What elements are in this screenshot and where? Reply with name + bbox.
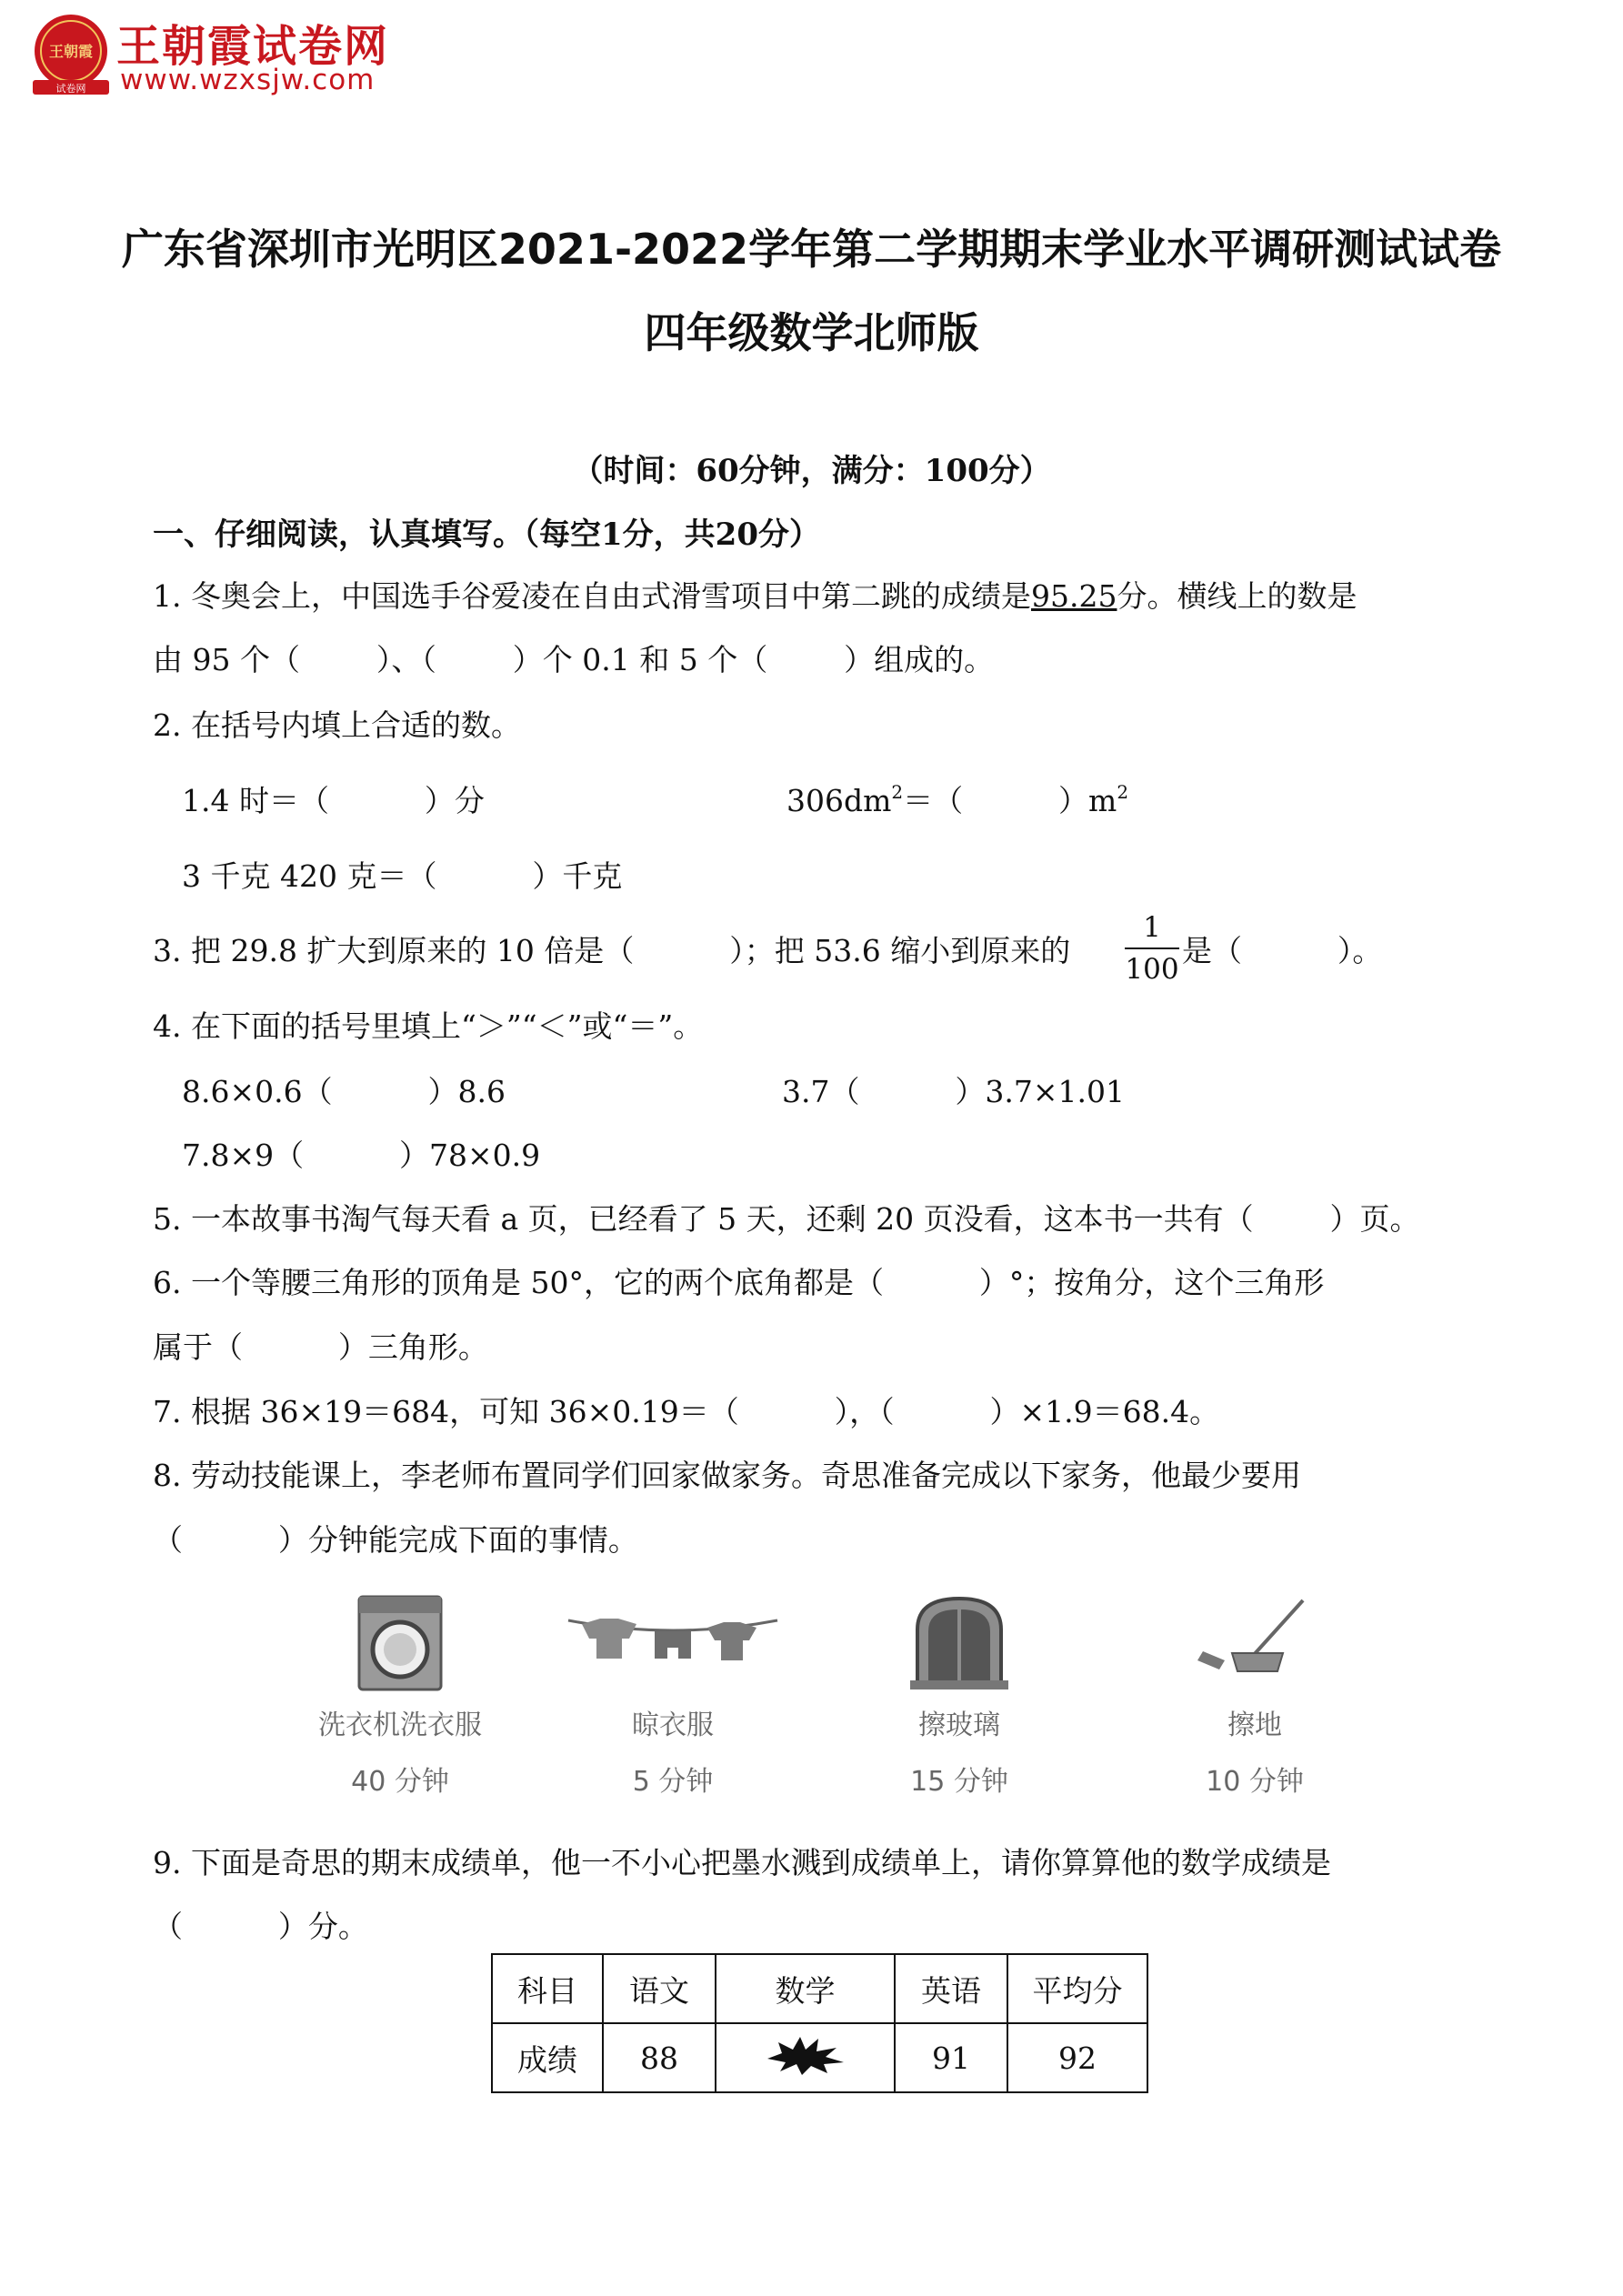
chore-time: 10 分钟 (1206, 1766, 1304, 1798)
grade-chinese: 88 (603, 2023, 716, 2092)
mop-icon (1196, 1593, 1314, 1693)
page-subtitle: 四年级数学北师版 (644, 308, 979, 357)
chore-name: 擦地 (1227, 1709, 1282, 1741)
question-6-b: 属于（ ）三角形。 (153, 1329, 488, 1365)
header-cell: 英语 (895, 1954, 1007, 2023)
q1-text-a: 1. 冬奥会上，中国选手谷爱凌在自由式滑雪项目中第二跳的成绩是 (153, 578, 1031, 614)
question-2-stem: 2. 在括号内填上合适的数。 (153, 707, 521, 743)
table-row (492, 2023, 1147, 2092)
q2-b-text2: ＝（ ）m (903, 783, 1117, 818)
question-7: 7. 根据 36×19＝684，可知 36×0.19＝（ ），（ ）×1.9＝68.4。 (153, 1394, 1220, 1429)
header-cell: 平均分 (1007, 1954, 1147, 2023)
question-3-b: 是（ ）。 (1182, 933, 1383, 968)
question-2-c: 3 千克 420 克＝（ ）千克 (182, 858, 623, 894)
question-4-a: 8.6×0.6（ ）8.6 (182, 1074, 506, 1109)
question-1-line-1 (153, 573, 1357, 616)
question-4-c: 7.8×9（ ）78×0.9 (182, 1138, 541, 1173)
question-3-a: 3. 把 29.8 扩大到原来的 10 倍是（ ）；把 53.6 缩小到原来的 (153, 933, 1071, 968)
site-url[interactable]: www.wzxsjw.com (120, 64, 376, 96)
brand-name: 王朝霞试卷网 (116, 21, 390, 72)
exam-info: （时间：60分钟，满分：100分） (572, 453, 1051, 489)
svg-text:王朝霞: 王朝霞 (48, 43, 94, 60)
table-header-row (492, 1954, 1147, 2023)
question-4-b: 3.7（ ）3.7×1.01 (782, 1074, 1125, 1109)
question-2-a: 1.4 时＝（ ）分 (182, 783, 485, 818)
clothesline-icon (564, 1593, 782, 1693)
grade-average: 92 (1007, 2023, 1147, 2092)
fraction-denominator: 100 (1125, 953, 1179, 986)
page-title: 广东省深圳市光明区2021-2022学年第二学期期末学业水平调研测试试卷 (121, 225, 1502, 274)
chore-time: 15 分钟 (910, 1766, 1008, 1798)
row-label: 成绩 (492, 2023, 603, 2092)
washing-machine-icon (341, 1593, 459, 1693)
chore-hanging (546, 1593, 800, 1799)
q1-underlined-number: 95.25 (1030, 578, 1117, 614)
question-4-stem: 4. 在下面的括号里填上“＞”“＜”或“＝”。 (153, 1008, 704, 1044)
fraction-numerator: 1 (1143, 911, 1161, 944)
grade-english: 91 (895, 2023, 1007, 2092)
grade-table (491, 1953, 1148, 2093)
chore-name: 擦玻璃 (918, 1709, 1000, 1741)
chore-washing (277, 1593, 523, 1799)
q2-b-sup2: 2 (1117, 781, 1129, 803)
window-icon (905, 1593, 1014, 1693)
fraction-bar (1125, 947, 1179, 949)
question-5: 5. 一本故事书淘气每天看 a 页，已经看了 5 天，还剩 20 页没看，这本书一共有（ ）页。 (153, 1201, 1420, 1237)
q2-b-text1: 306dm (786, 783, 892, 818)
grade-math-ink-blot (716, 2023, 895, 2092)
logo-seal-icon (25, 9, 116, 100)
svg-text:试卷网: 试卷网 (55, 83, 86, 95)
header-cell: 数学 (716, 1954, 895, 2023)
header-cell: 语文 (603, 1954, 716, 2023)
chore-window (855, 1593, 1064, 1799)
chore-time: 40 分钟 (351, 1766, 449, 1798)
chore-time: 5 分钟 (632, 1766, 714, 1798)
chore-name: 晾衣服 (632, 1709, 714, 1741)
header-cell: 科目 (492, 1954, 603, 2023)
section-heading: 一、仔细阅读，认真填写。（每空1分，共20分） (153, 516, 820, 553)
ink-blot-icon (760, 2031, 851, 2077)
question-2-b (786, 777, 1128, 820)
question-9-b: （ ）分。 (153, 1909, 368, 1944)
question-8-a: 8. 劳动技能课上，李老师布置同学们回家做家务。奇思准备完成以下家务，他最少要用 (153, 1458, 1301, 1493)
chore-name: 洗衣机洗衣服 (318, 1709, 482, 1741)
question-9-a: 9. 下面是奇思的期末成绩单，他一不小心把墨水溅到成绩单上，请你算算他的数学成绩是 (153, 1845, 1331, 1880)
q2-b-sup: 2 (891, 781, 904, 803)
q1-text-b: 分。横线上的数是 (1117, 578, 1358, 614)
question-1-line-2: 由 95 个（ ）、（ ）个 0.1 和 5 个（ ）组成的。 (153, 642, 995, 677)
fraction-one-hundredth (1123, 909, 1181, 988)
question-8-b: （ ）分钟能完成下面的事情。 (153, 1522, 638, 1558)
question-6-a: 6. 一个等腰三角形的顶角是 50°，它的两个底角都是（ ）°；按角分，这个三角形 (153, 1265, 1325, 1300)
chore-mopping (1164, 1593, 1346, 1799)
